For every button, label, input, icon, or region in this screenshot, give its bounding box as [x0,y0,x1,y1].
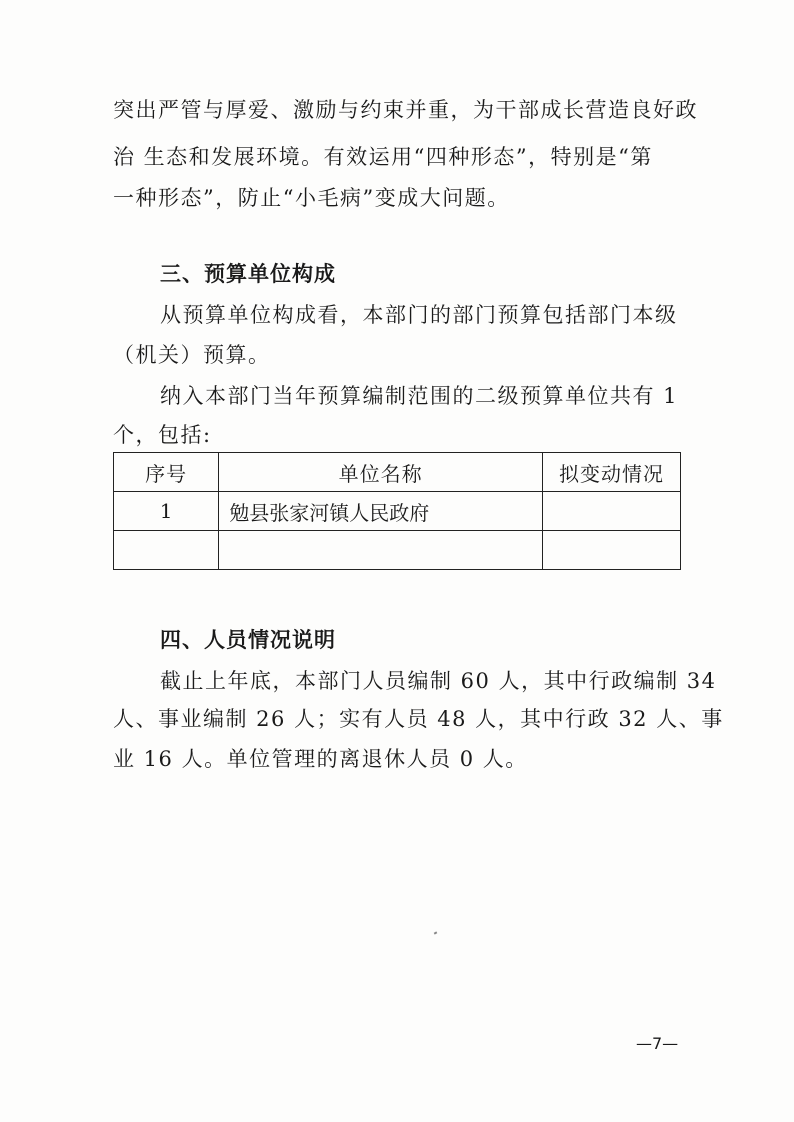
cell-index [114,531,219,570]
table-row [114,531,681,570]
unit-name-text: 勉县张家河镇人民政府 [229,500,430,525]
paragraph-line: 截止上年底，本部门人员编制 60 人，其中行政编制 34 [160,669,717,693]
paragraph-line: 人、事业编制 26 人；实有人员 48 人，其中行政 32 人、事 [113,707,724,731]
unit-name-text [219,538,229,562]
paragraph-line: 突出严管与厚爱、激励与约束并重，为干部成长营造良好政 [113,98,698,122]
column-header-index: 序号 [114,453,219,492]
table-row [114,492,681,531]
cell-unit-name [219,531,543,570]
paragraph-line: 一种形态”，防止“小毛病”变成大问题。 [113,186,510,210]
paragraph-line: （机关）预算。 [113,343,271,367]
paragraph-line: 纳入本部门当年预算编制范围的二级预算单位共有 1 [160,384,679,408]
cell-unit-name [219,492,543,531]
table-header-row [114,453,681,492]
page-number: —7— [636,1034,679,1053]
paragraph-line: 个，包括: [113,423,212,447]
paragraph-line: 从预算单位构成看，本部门的部门预算包括部门本级 [160,303,678,327]
scan-speck [434,931,438,934]
paragraph-line: 业 16 人。单位管理的离退休人员 0 人。 [113,747,528,771]
cell-index: 1 [114,492,219,531]
column-header-planned-change: 拟变动情况 [542,453,680,492]
paragraph-line: 治 生态和发展环境。有效运用“四种形态”，特别是“第 [113,145,653,169]
budget-units-table [113,452,681,570]
section-heading-personnel: 四、人员情况说明 [160,628,336,652]
cell-planned-change [542,531,680,570]
section-heading-budget-units: 三、预算单位构成 [160,262,336,286]
column-header-unit-name: 单位名称 [219,453,543,492]
cell-planned-change [542,492,680,531]
